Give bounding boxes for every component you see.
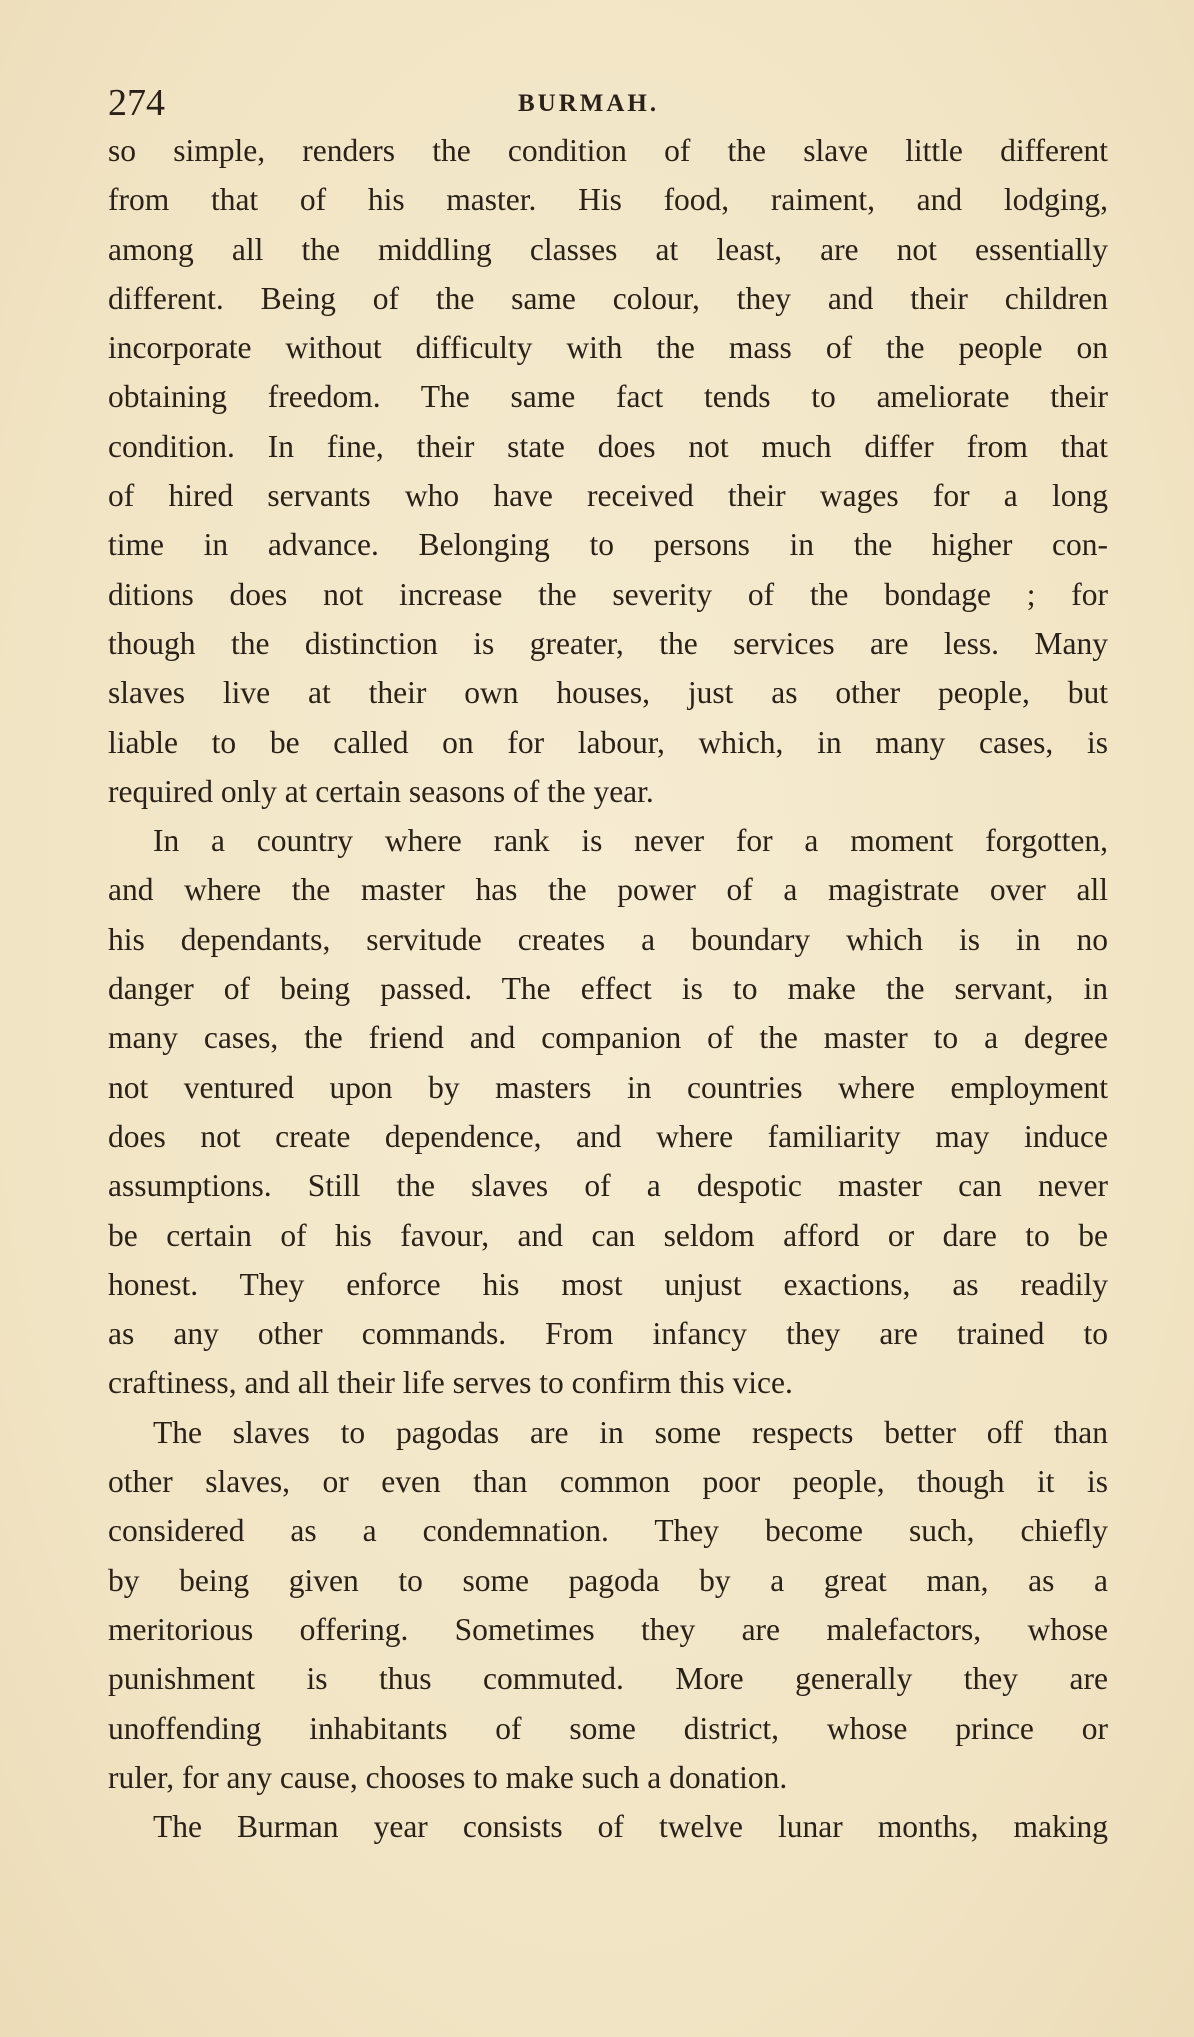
text-line: and where the master has the power of a magistrate over all: [108, 872, 1108, 908]
text-line: The slaves to pagodas are in some respects better off than: [153, 1414, 1108, 1450]
text-line: The Burman year consists of twelve lunar months, making: [153, 1809, 1108, 1845]
text-line: craftiness, and all their life serves to confirm this vice.: [108, 1365, 793, 1401]
text-line: ruler, for any cause, chooses to make such a donation.: [108, 1759, 788, 1795]
text-line: as any other commands. From infancy they are trained to: [108, 1316, 1108, 1352]
text-line: not ventured upon by masters in countries where employment: [108, 1069, 1108, 1105]
page-number: 274: [108, 82, 165, 124]
text-line: assumptions. Still the slaves of a despotic master can never: [108, 1168, 1108, 1204]
text-line: slaves live at their own houses, just as other people, but: [108, 675, 1108, 711]
text-line: obtaining freedom. The same fact tends to ameliorate their: [108, 379, 1108, 415]
page-header: [108, 78, 1103, 128]
text-line: honest. They enforce his most unjust exactions, as readily: [108, 1266, 1108, 1302]
text-line: unoffending inhabitants of some district, whose prince or: [108, 1710, 1108, 1746]
text-line: condition. In fine, their state does not much differ from that: [108, 428, 1108, 464]
text-line: punishment is thus commuted. More generally they are: [108, 1661, 1108, 1697]
text-line: meritorious offering. Sometimes they are malefactors, whose: [108, 1611, 1108, 1647]
running-head: BURMAH.: [518, 90, 660, 117]
text-line: his dependants, servitude creates a boundary which is in no: [108, 921, 1108, 957]
text-line: by being given to some pagoda by a great man, as a: [108, 1562, 1108, 1598]
body-text: [108, 126, 1108, 1851]
text-line: incorporate without difficulty with the mass of the people on: [108, 330, 1108, 366]
text-line: time in advance. Belonging to persons in the higher con-: [108, 527, 1108, 563]
text-line: danger of being passed. The effect is to make the servant, in: [108, 971, 1108, 1007]
text-line: many cases, the friend and companion of the master to a degree: [108, 1020, 1108, 1056]
text-line: of hired servants who have received their wages for a long: [108, 478, 1108, 514]
text-line: required only at certain seasons of the year.: [108, 773, 654, 809]
text-line: be certain of his favour, and can seldom afford or dare to be: [108, 1217, 1108, 1253]
text-line: does not create dependence, and where familiarity may induce: [108, 1118, 1108, 1154]
text-line: among all the middling classes at least, are not essentially: [108, 231, 1108, 267]
text-line: different. Being of the same colour, they and their children: [108, 280, 1108, 316]
text-line: from that of his master. His food, raiment, and lodging,: [108, 182, 1108, 218]
text-line: ditions does not increase the severity of the bondage ; for: [108, 576, 1108, 612]
text-line: In a country where rank is never for a moment forgotten,: [153, 823, 1108, 859]
text-line: considered as a condemnation. They become such, chiefly: [108, 1513, 1108, 1549]
text-line: so simple, renders the condition of the slave little different: [108, 133, 1108, 168]
text-line: other slaves, or even than common poor people, though it is: [108, 1464, 1108, 1500]
text-line: though the distinction is greater, the services are less. Many: [108, 625, 1108, 661]
text-line: liable to be called on for labour, which, in many cases, is: [108, 724, 1108, 760]
